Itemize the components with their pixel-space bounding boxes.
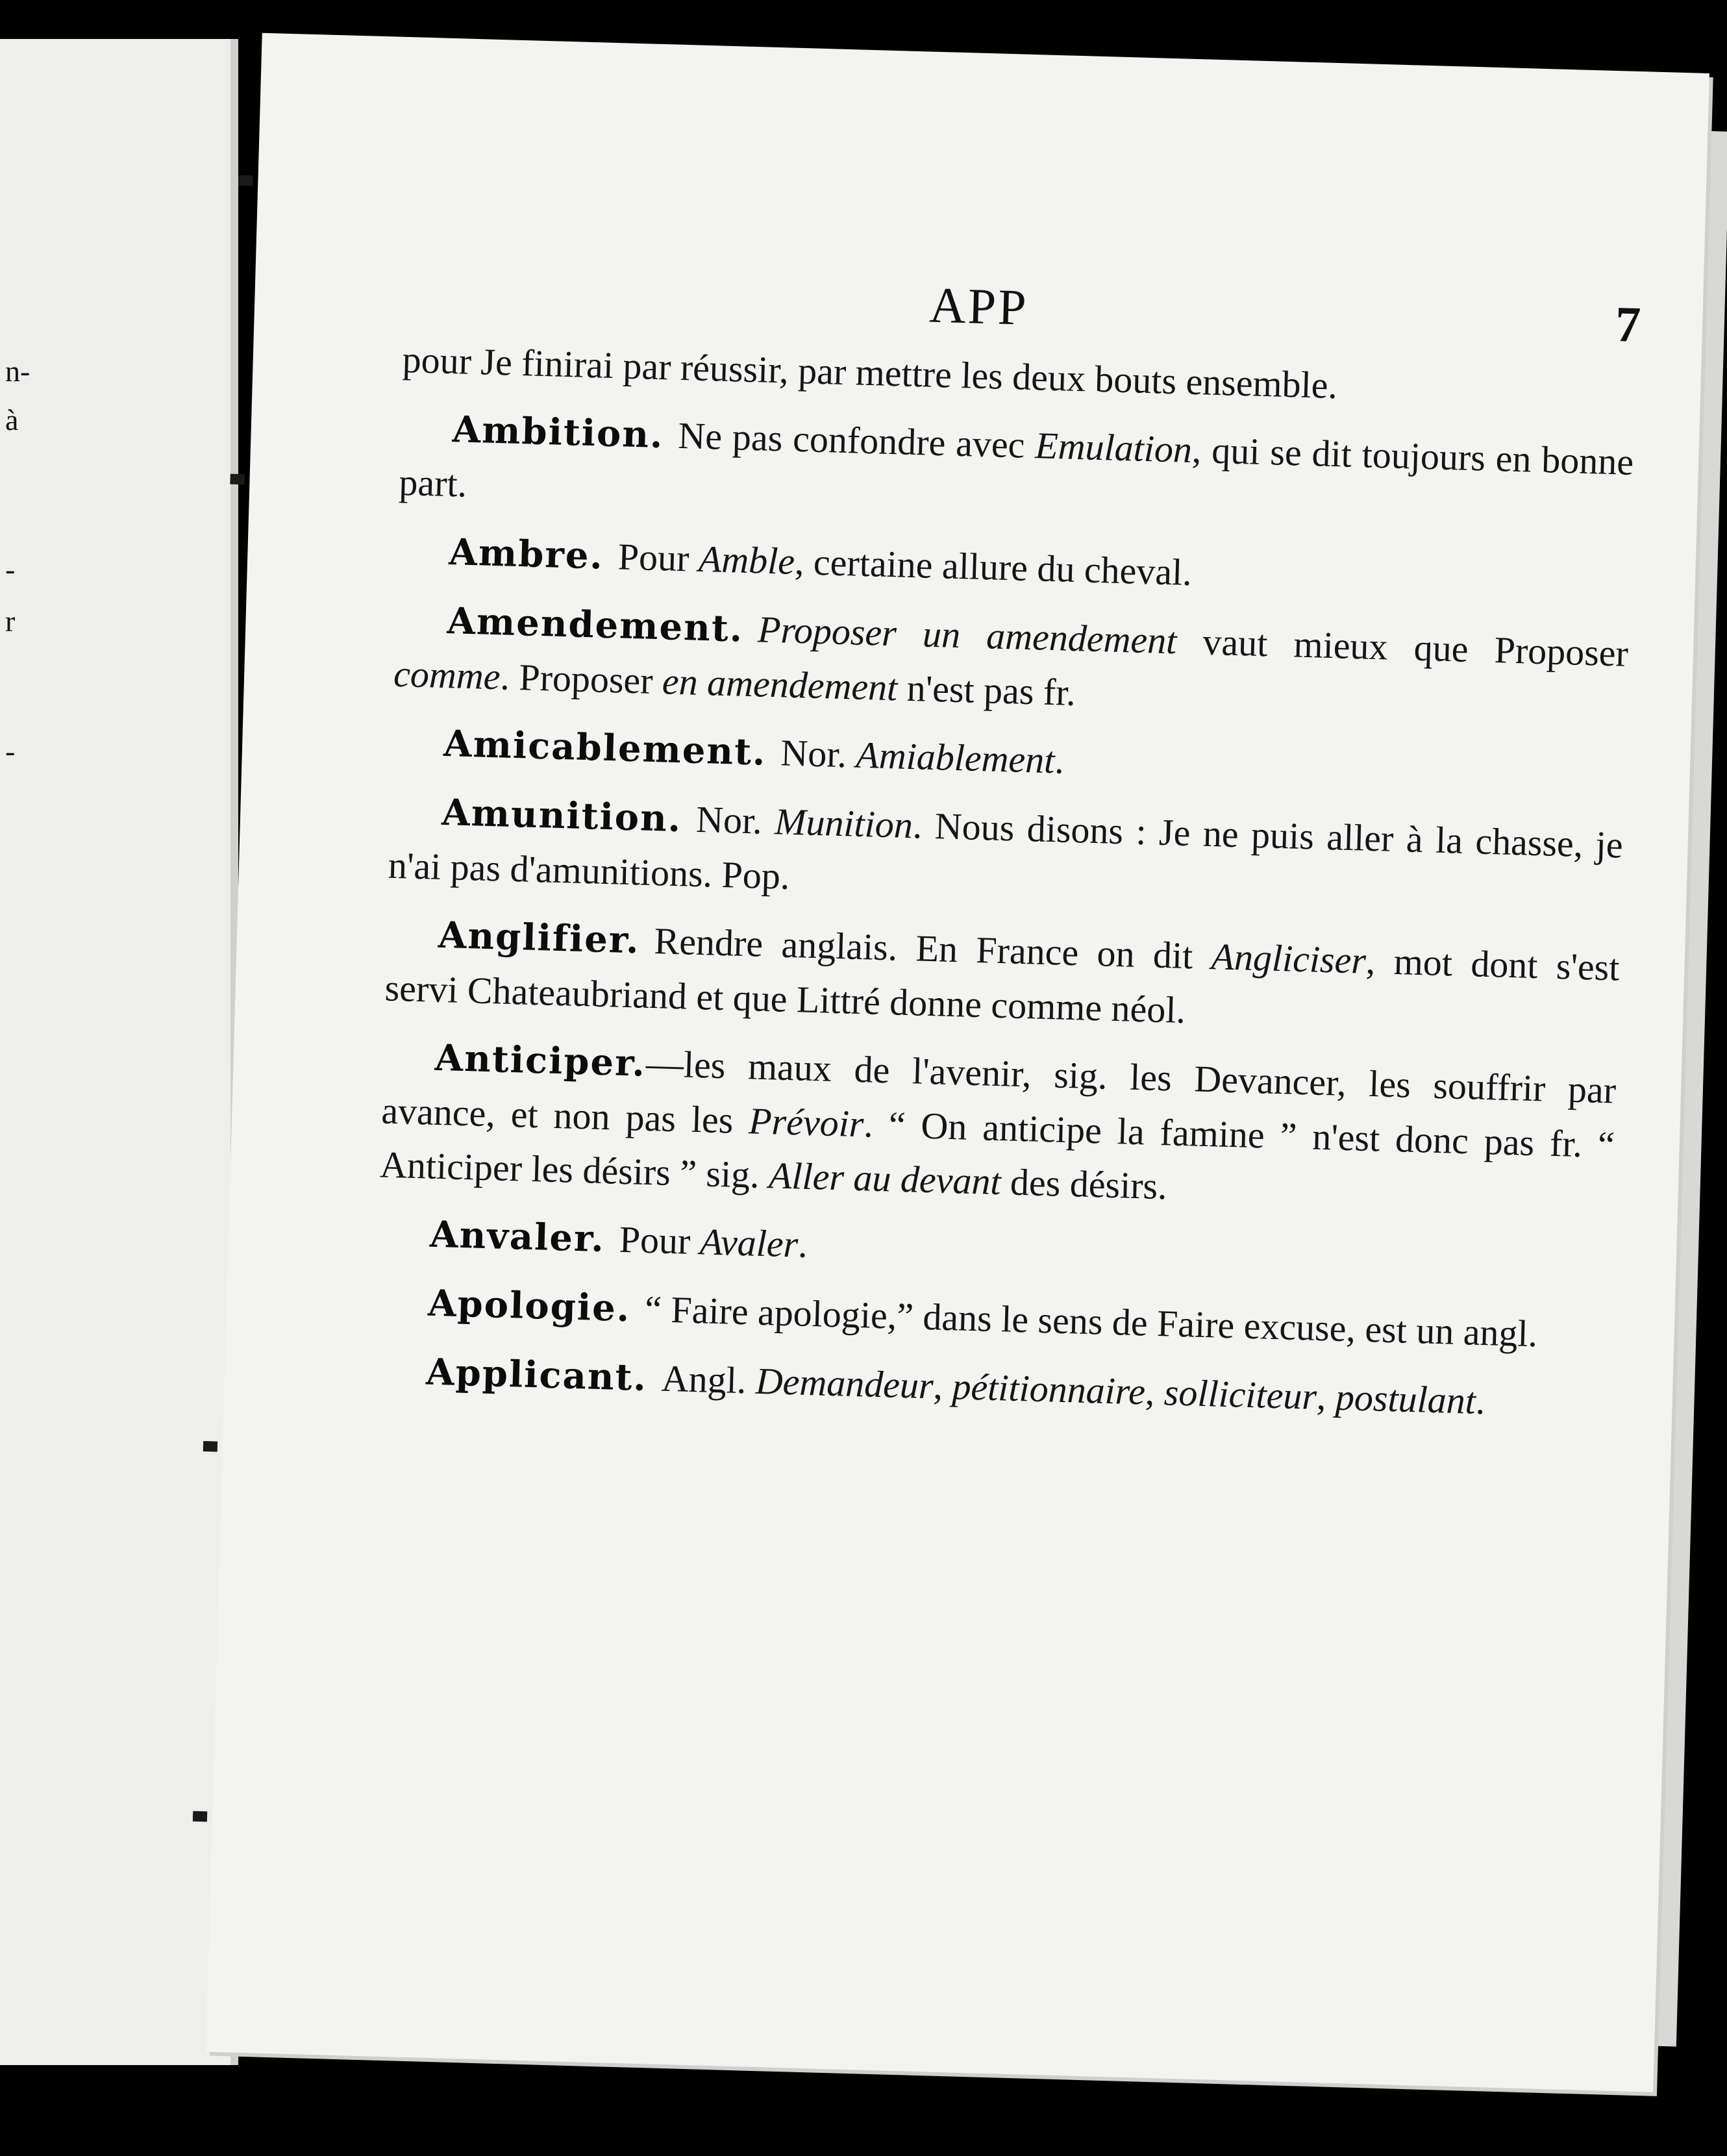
headword-spacing bbox=[682, 831, 696, 832]
left-page-fragment: n- bbox=[5, 355, 31, 388]
dictionary-entry bbox=[379, 1029, 1617, 1226]
entry-text: —les maux de l'avenir, sig. les Devancer, les souffrir par avance, et non pas les bbox=[380, 1042, 1617, 1142]
entry-text: Nor. bbox=[780, 731, 857, 776]
entry-italic-text: Demandeur bbox=[754, 1359, 934, 1407]
page-number: 7 bbox=[1614, 295, 1642, 353]
entry-text: . Nous disons : Je ne puis aller à la chasse, je n'ai pas d'amunitions. Pop. bbox=[388, 804, 1624, 897]
entry-text: , qui se dit toujours en bonne part. bbox=[398, 428, 1635, 505]
binding-mark bbox=[193, 1811, 207, 1822]
left-page-fragment: r bbox=[5, 605, 16, 638]
headword-spacing bbox=[766, 765, 780, 766]
entry-text: Rendre anglais. En France on dit bbox=[653, 920, 1212, 978]
entry-headword: Apologie. bbox=[427, 1281, 632, 1331]
previous-page bbox=[0, 39, 233, 2065]
entry-text: Ne pas confondre avec bbox=[677, 414, 1036, 467]
headword-spacing bbox=[630, 1321, 645, 1322]
entry-headword: Amendement. bbox=[446, 599, 745, 651]
entry-italic-text: postulant bbox=[1335, 1375, 1476, 1422]
entry-headword: Ambre. bbox=[448, 531, 604, 578]
headword-spacing bbox=[664, 447, 678, 448]
entry-italic-text: Amiablement bbox=[855, 733, 1056, 782]
entry-italic-text: en amendement bbox=[662, 660, 899, 709]
entry-italic-text: Proposer un amendement bbox=[757, 608, 1178, 662]
entry-headword: Amunition. bbox=[441, 790, 683, 841]
entry-headword: Amicablement. bbox=[443, 721, 767, 774]
entry-text: des désirs. bbox=[1000, 1160, 1168, 1208]
entry-text: Nor. bbox=[695, 797, 776, 843]
running-header: APP bbox=[928, 276, 1029, 336]
entry-headword: Ambition. bbox=[451, 408, 665, 457]
entry-italic-text: Munition bbox=[774, 800, 913, 847]
entry-text: . bbox=[1475, 1379, 1486, 1423]
dictionary-entry bbox=[393, 592, 1629, 735]
entry-text: n'est pas fr. bbox=[897, 666, 1076, 714]
entry-list bbox=[373, 401, 1634, 1432]
intro-paragraph: pour Je finirai par réussir, par mettre les deux bouts ensemble. bbox=[401, 338, 1338, 407]
left-page-fragment: - bbox=[5, 553, 16, 586]
entry-text: . Proposer bbox=[499, 655, 664, 703]
entry-italic-text: comme bbox=[393, 652, 501, 698]
entry-italic-text: Angliciser bbox=[1210, 935, 1367, 982]
entry-italic-text: Aller au devant bbox=[768, 1154, 1002, 1203]
entry-italic-text: solliciteur bbox=[1163, 1371, 1317, 1418]
entry-italic-text: Emulation bbox=[1034, 424, 1193, 471]
entry-text: Pour bbox=[617, 535, 699, 580]
binding-mark bbox=[203, 1441, 217, 1452]
entry-text: , certaine allure du cheval. bbox=[794, 540, 1193, 594]
entry-text: “ Faire apologie,” dans le sens de Faire excuse, est un angl. bbox=[644, 1287, 1539, 1355]
entry-text: . “ On anticipe la famine ” n'est donc pas fr. “ Anticiper les désirs ” sig. bbox=[379, 1103, 1615, 1197]
entry-text: , bbox=[1316, 1375, 1336, 1418]
binding-mark bbox=[230, 474, 244, 485]
binding-mark bbox=[238, 175, 253, 186]
headword-spacing bbox=[603, 569, 617, 570]
entry-text: , bbox=[1145, 1370, 1165, 1414]
entry-text: Pour bbox=[618, 1218, 701, 1263]
entry-italic-text: pétitionnaire bbox=[951, 1365, 1146, 1413]
entry-italic-text: Amble bbox=[698, 537, 796, 583]
entry-text: . bbox=[1054, 739, 1065, 782]
entry-headword: Applicant. bbox=[425, 1350, 648, 1400]
headword-spacing bbox=[647, 1390, 661, 1391]
entry-text: Angl. bbox=[661, 1357, 756, 1402]
entry-headword: Anglifier. bbox=[438, 913, 641, 962]
page-body bbox=[373, 332, 1637, 1446]
entry-text: . bbox=[797, 1223, 808, 1266]
headword-spacing bbox=[604, 1251, 619, 1252]
entry-italic-text: Prévoir bbox=[748, 1099, 865, 1146]
left-page-fragment: à bbox=[5, 403, 19, 436]
entry-headword: Anvaler. bbox=[429, 1212, 606, 1261]
dictionary-entry bbox=[384, 907, 1621, 1049]
entry-headword: Anticiper. bbox=[434, 1036, 647, 1085]
entry-italic-text: Avaler bbox=[699, 1220, 799, 1266]
dictionary-entry bbox=[388, 784, 1624, 927]
left-page-fragment: - bbox=[5, 734, 16, 768]
dictionary-page bbox=[206, 33, 1709, 2092]
entry-text: vaut mieux que Proposer bbox=[1176, 620, 1629, 675]
dictionary-entry bbox=[398, 401, 1634, 544]
entry-text: , mot dont s'est servi Chateaubriand et que Littré donne comme néol. bbox=[384, 939, 1621, 1031]
entry-text: , bbox=[932, 1364, 953, 1408]
